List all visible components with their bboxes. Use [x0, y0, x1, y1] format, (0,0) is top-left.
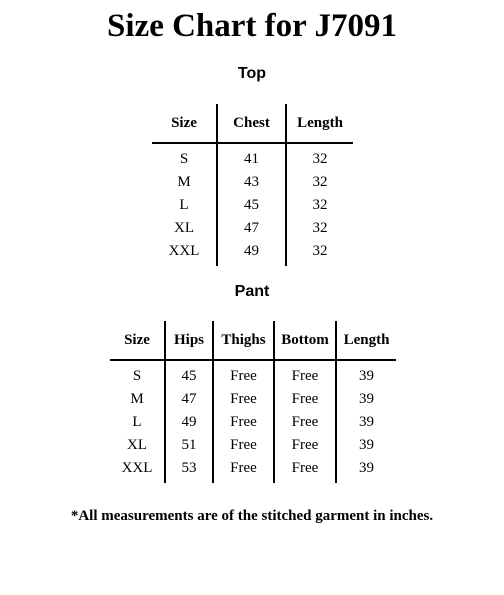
table-cell: 32 [286, 143, 353, 171]
table-header-row [110, 321, 396, 360]
table-row [152, 194, 353, 217]
table-cell: Free [213, 457, 274, 483]
table-cell: 39 [336, 360, 396, 388]
pant-section-heading: Pant [234, 283, 270, 300]
table-cell: 41 [217, 143, 286, 171]
table-cell: 49 [217, 240, 286, 266]
column-header: Size [152, 104, 217, 143]
table-header-row [152, 104, 353, 143]
table-cell: Free [213, 388, 274, 411]
table-cell: 32 [286, 194, 353, 217]
table-row [152, 217, 353, 240]
table-cell: L [179, 197, 189, 213]
table-cell: 43 [217, 171, 286, 194]
column-header: Bottom [274, 321, 336, 360]
table-row [110, 434, 396, 457]
table-row [110, 388, 396, 411]
table-cell: Free [274, 434, 336, 457]
table-row [110, 360, 396, 388]
table-cell: 32 [286, 240, 353, 266]
column-header: Length [336, 321, 396, 360]
table-cell: Free [213, 360, 274, 388]
table-cell: 47 [217, 217, 286, 240]
table-row [152, 240, 353, 266]
column-header: Thighs [213, 321, 274, 360]
table-cell: XL [127, 437, 147, 453]
table-cell: Free [274, 360, 336, 388]
table-cell: Free [274, 457, 336, 483]
table-row [152, 143, 353, 171]
column-header: Hips [165, 321, 213, 360]
table-cell: XXL [168, 243, 200, 259]
table-cell: Free [274, 388, 336, 411]
column-header: Length [286, 104, 353, 143]
table-cell: 47 [165, 388, 213, 411]
top-size-table [152, 104, 353, 266]
table-cell: 39 [336, 434, 396, 457]
table-cell: XXL [121, 460, 153, 476]
column-header: Chest [217, 104, 286, 143]
table-cell: XL [174, 220, 194, 236]
table-row [152, 171, 353, 194]
top-section-heading: Top [237, 65, 267, 82]
table-cell: L [132, 414, 142, 430]
table-cell: S [179, 151, 189, 167]
table-cell: Free [213, 411, 274, 434]
table-cell: Free [213, 434, 274, 457]
table-cell: Free [274, 411, 336, 434]
table-cell: M [130, 391, 144, 407]
page-title: Size Chart for J7091 [107, 8, 397, 44]
table-cell: 32 [286, 217, 353, 240]
table-cell: 45 [165, 360, 213, 388]
table-cell: 39 [336, 457, 396, 483]
table-cell: 32 [286, 171, 353, 194]
table-cell: 39 [336, 411, 396, 434]
table-cell: S [132, 368, 142, 384]
table-cell: 53 [165, 457, 213, 483]
table-cell: 49 [165, 411, 213, 434]
footnote: *All measurements are of the stitched garment in inches. [70, 508, 434, 524]
table-cell: M [177, 174, 191, 190]
table-row [110, 411, 396, 434]
pant-size-table [110, 321, 396, 483]
column-header: Size [110, 321, 165, 360]
table-cell: 39 [336, 388, 396, 411]
table-cell: 51 [165, 434, 213, 457]
table-cell: 45 [217, 194, 286, 217]
table-row [110, 457, 396, 483]
